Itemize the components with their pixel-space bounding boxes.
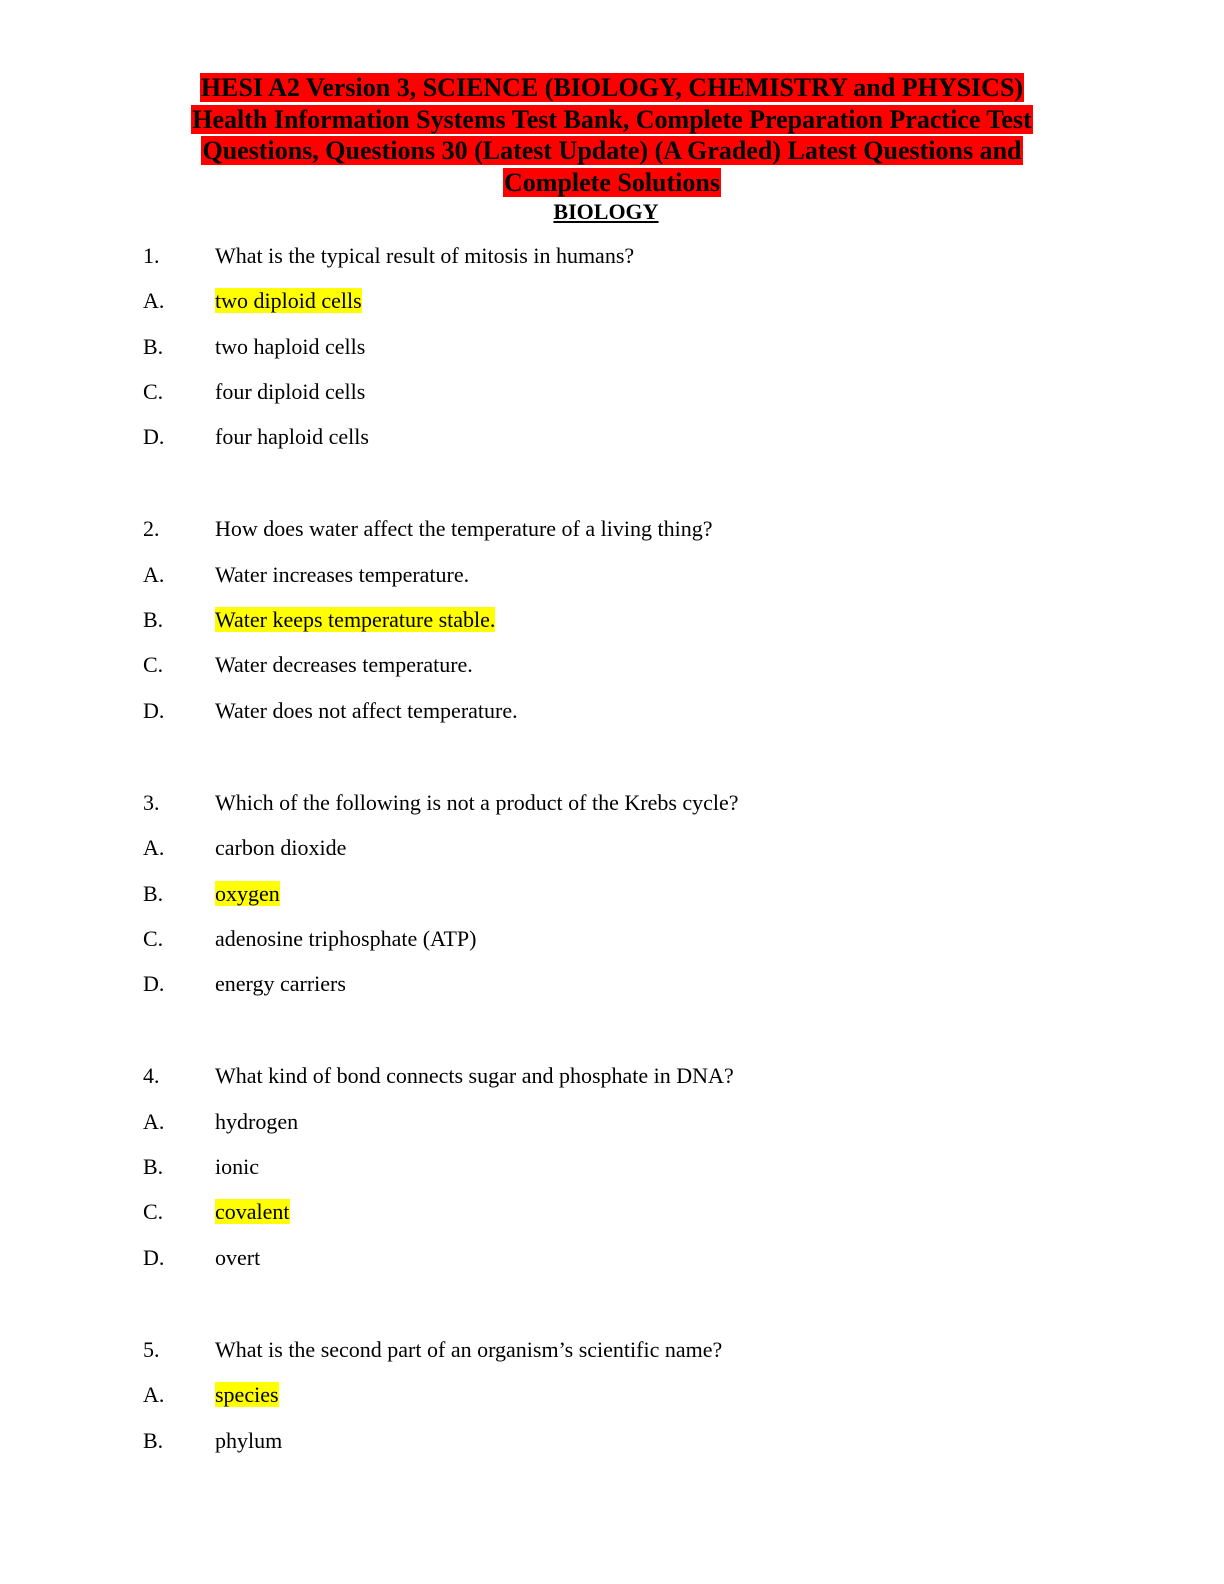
question-number: 4. <box>143 1063 160 1089</box>
option-row <box>143 605 1083 650</box>
option-row <box>143 422 1083 467</box>
option-letter: A. <box>143 835 165 861</box>
question-row <box>143 788 1083 833</box>
option-text: covalent <box>215 1199 290 1225</box>
option-letter: B. <box>143 880 164 906</box>
document-title <box>140 72 1084 198</box>
option-text: two haploid cells <box>215 333 366 359</box>
option-row <box>143 1426 1083 1471</box>
option-text: energy carriers <box>215 971 346 997</box>
option-letter: D. <box>143 1244 165 1270</box>
option-row <box>143 1243 1083 1288</box>
option-letter: D. <box>143 424 165 450</box>
option-text: Water does not affect temperature. <box>215 697 518 723</box>
option-row <box>143 879 1083 924</box>
option-letter: A. <box>143 288 165 314</box>
option-row <box>143 969 1083 1014</box>
option-letter: C. <box>143 378 164 404</box>
title-line: Health Information Systems Test Bank, Complete Preparation Practice Test <box>192 104 1032 134</box>
option-text: carbon dioxide <box>215 835 347 861</box>
title-line: Questions, Questions 30 (Latest Update) (A Graded) Latest Questions and <box>202 136 1022 165</box>
option-row <box>143 1152 1083 1197</box>
question-block <box>143 241 1083 467</box>
option-letter: C. <box>143 925 164 951</box>
option-row <box>143 377 1083 422</box>
option-row <box>143 1197 1083 1242</box>
option-text: two diploid cells <box>215 288 362 314</box>
option-letter: B. <box>143 607 164 633</box>
option-letter: C. <box>143 1199 164 1225</box>
question-row <box>143 1335 1083 1380</box>
question-block <box>143 1335 1083 1471</box>
question-block <box>143 514 1083 740</box>
question-text: What is the typical result of mitosis in humans? <box>215 243 635 268</box>
option-text: species <box>215 1382 279 1408</box>
title-line: HESI A2 Version 3, SCIENCE (BIOLOGY, CHEMISTRY and PHYSICS) <box>200 73 1024 102</box>
option-letter: D. <box>143 971 165 997</box>
question-block <box>143 788 1083 1014</box>
question-number: 3. <box>143 789 160 815</box>
option-letter: B. <box>143 1427 164 1453</box>
option-letter: B. <box>143 1154 164 1180</box>
option-letter: A. <box>143 561 165 587</box>
option-text: hydrogen <box>215 1108 299 1134</box>
option-row <box>143 1380 1083 1425</box>
option-text: four diploid cells <box>215 378 366 404</box>
option-text: ionic <box>215 1154 259 1180</box>
question-row <box>143 241 1083 286</box>
option-letter: D. <box>143 697 165 723</box>
option-row <box>143 833 1083 878</box>
option-letter: C. <box>143 652 164 678</box>
option-row <box>143 924 1083 969</box>
option-row <box>143 286 1083 331</box>
option-row <box>143 650 1083 695</box>
option-text: adenosine triphosphate (ATP) <box>215 925 477 951</box>
option-row <box>143 696 1083 741</box>
option-letter: A. <box>143 1382 165 1408</box>
question-text: What is the second part of an organism’s scientific name? <box>215 1336 723 1362</box>
title-line: Complete Solutions <box>504 167 720 197</box>
question-text: How does water affect the temperature of a living thing? <box>215 516 713 542</box>
option-text: Water decreases temperature. <box>215 652 473 678</box>
question-row <box>143 514 1083 559</box>
question-number: 1. <box>143 243 160 268</box>
question-block <box>143 1061 1083 1287</box>
option-letter: A. <box>143 1108 165 1134</box>
option-text: phylum <box>215 1427 283 1453</box>
option-text: four haploid cells <box>215 424 369 450</box>
option-text: oxygen <box>215 880 280 906</box>
option-text: overt <box>215 1244 261 1270</box>
question-row <box>143 1061 1083 1106</box>
option-letter: B. <box>143 333 164 359</box>
option-text: Water increases temperature. <box>215 561 470 587</box>
question-text: Which of the following is not a product of the Krebs cycle? <box>215 789 739 815</box>
option-row <box>143 1107 1083 1152</box>
question-number: 5. <box>143 1336 160 1362</box>
option-text: Water keeps temperature stable. <box>215 607 496 633</box>
question-number: 2. <box>143 516 160 542</box>
option-row <box>143 332 1083 377</box>
question-text: What kind of bond connects sugar and phosphate in DNA? <box>215 1063 734 1089</box>
section-heading: BIOLOGY <box>553 199 659 224</box>
question-list <box>143 241 1083 1518</box>
option-row <box>143 560 1083 605</box>
